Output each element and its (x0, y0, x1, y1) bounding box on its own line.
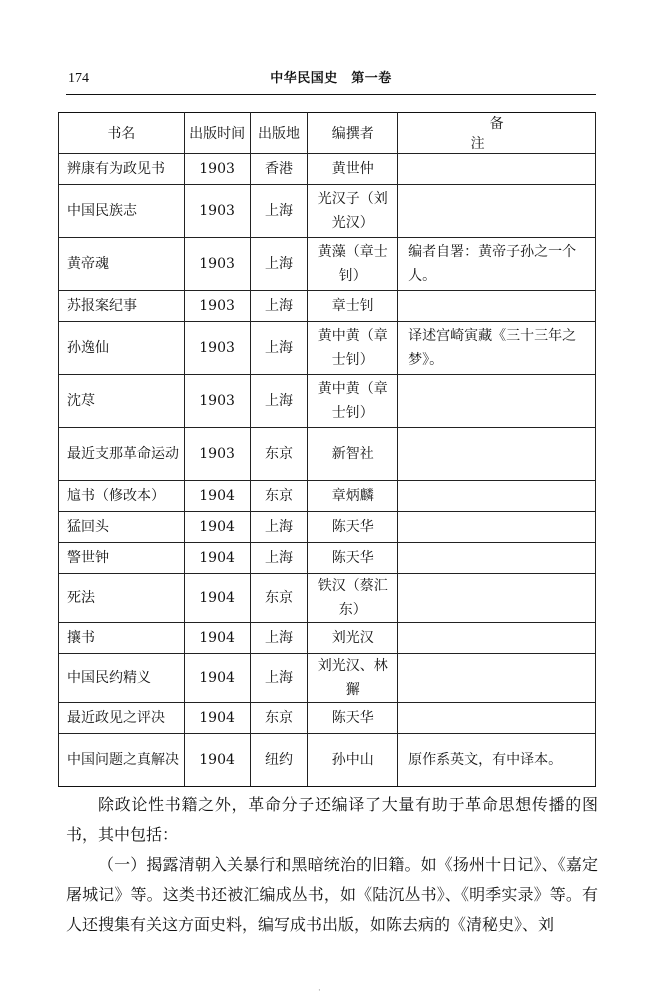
cell-place: 上海 (250, 512, 308, 543)
cell-title: 最近政见之评决 (59, 703, 185, 734)
column-header-author: 编撰者 (308, 113, 398, 154)
cell-author: 陈天华 (308, 512, 398, 543)
cell-place: 东京 (250, 481, 308, 512)
table-row (59, 654, 596, 703)
cell-year: 1903 (184, 154, 250, 185)
cell-year: 1904 (184, 574, 250, 623)
cell-note (398, 375, 596, 428)
page-number: 174 (68, 71, 89, 86)
cell-year: 1904 (184, 512, 250, 543)
cell-author: 陈天华 (308, 703, 398, 734)
publication-table (58, 112, 596, 787)
cell-year: 1904 (184, 654, 250, 703)
cell-place: 东京 (250, 703, 308, 734)
cell-place: 东京 (250, 574, 308, 623)
cell-author: 黄藻（章士钊） (308, 238, 398, 291)
cell-year: 1904 (184, 623, 250, 654)
cell-author: 黄中黄（章士钊） (308, 322, 398, 375)
cell-note: 原作系英文，有中译本。 (398, 734, 596, 787)
cell-year: 1904 (184, 734, 250, 787)
cell-note (398, 623, 596, 654)
cell-note (398, 154, 596, 185)
cell-note (398, 428, 596, 481)
page-mark: · (318, 986, 321, 996)
cell-title: 黄帝魂 (59, 238, 185, 291)
cell-author: 铁汉（蔡汇东） (308, 574, 398, 623)
column-header-year: 出版时间 (184, 113, 250, 154)
cell-year: 1903 (184, 322, 250, 375)
table-row (59, 734, 596, 787)
running-title: 中华民国史 第一卷 (270, 71, 392, 86)
cell-note (398, 703, 596, 734)
cell-title: 苏报案纪事 (59, 291, 185, 322)
cell-title: 最近支那革命运动 (59, 428, 185, 481)
cell-title: 中国民族志 (59, 185, 185, 238)
cell-note: 编者自署：黄帝子孙之一个人。 (398, 238, 596, 291)
cell-place: 上海 (250, 185, 308, 238)
cell-place: 上海 (250, 654, 308, 703)
cell-year: 1903 (184, 185, 250, 238)
table-row (59, 481, 596, 512)
table-row (59, 154, 596, 185)
table-row (59, 185, 596, 238)
body-text (66, 790, 598, 940)
column-header-title: 书名 (59, 113, 185, 154)
cell-year: 1903 (184, 238, 250, 291)
table-row (59, 543, 596, 574)
cell-author: 章士钊 (308, 291, 398, 322)
cell-place: 上海 (250, 291, 308, 322)
cell-title: 攘书 (59, 623, 185, 654)
cell-place: 上海 (250, 375, 308, 428)
cell-author: 章炳麟 (308, 481, 398, 512)
cell-title: 警世钟 (59, 543, 185, 574)
paragraph: 除政论性书籍之外，革命分子还编译了大量有助于革命思想传播的图书，其中包括： (66, 795, 598, 844)
table-row (59, 291, 596, 322)
cell-title: 死法 (59, 574, 185, 623)
cell-author: 光汉子（刘光汉） (308, 185, 398, 238)
cell-title: 猛回头 (59, 512, 185, 543)
cell-author: 孙中山 (308, 734, 398, 787)
cell-title: 訄书（修改本） (59, 481, 185, 512)
cell-year: 1904 (184, 703, 250, 734)
cell-year: 1904 (184, 481, 250, 512)
cell-title: 沈荩 (59, 375, 185, 428)
column-header-note: 备 注 (398, 113, 596, 154)
cell-author: 新智社 (308, 428, 398, 481)
table-row (59, 574, 596, 623)
cell-note (398, 574, 596, 623)
cell-note (398, 543, 596, 574)
cell-year: 1903 (184, 291, 250, 322)
cell-note (398, 654, 596, 703)
cell-year: 1904 (184, 543, 250, 574)
cell-note (398, 481, 596, 512)
table-row (59, 703, 596, 734)
cell-author: 黄中黄（章士钊） (308, 375, 398, 428)
cell-title: 辨康有为政见书 (59, 154, 185, 185)
cell-place: 香港 (250, 154, 308, 185)
table-header-row (59, 113, 596, 154)
cell-author: 黄世仲 (308, 154, 398, 185)
table-row (59, 322, 596, 375)
page-header (66, 68, 596, 90)
cell-note: 译述宫崎寅藏《三十三年之梦》。 (398, 322, 596, 375)
cell-title: 中国民约精义 (59, 654, 185, 703)
cell-place: 上海 (250, 623, 308, 654)
cell-place: 上海 (250, 322, 308, 375)
cell-place: 东京 (250, 428, 308, 481)
cell-place: 上海 (250, 238, 308, 291)
cell-place: 纽约 (250, 734, 308, 787)
cell-author: 刘光汉、林獬 (308, 654, 398, 703)
cell-author: 陈天华 (308, 543, 398, 574)
column-header-place: 出版地 (250, 113, 308, 154)
header-rule (66, 94, 596, 95)
cell-year: 1903 (184, 428, 250, 481)
table-row (59, 375, 596, 428)
cell-note (398, 512, 596, 543)
table-row (59, 428, 596, 481)
table-row (59, 512, 596, 543)
cell-title: 孙逸仙 (59, 322, 185, 375)
table-row (59, 238, 596, 291)
cell-title: 中国问题之真解决 (59, 734, 185, 787)
cell-author: 刘光汉 (308, 623, 398, 654)
cell-year: 1903 (184, 375, 250, 428)
cell-place: 上海 (250, 543, 308, 574)
table-row (59, 623, 596, 654)
paragraph: （一）揭露清朝入关暴行和黑暗统治的旧籍。如《扬州十日记》、《嘉定屠城记》等。这类书还被汇编成丛书，如《陆沉丛书》、《明季实录》等。有人还搜集有关这方面史料，编写成书出版，如陈去病的《清秘史》、刘 (66, 855, 598, 934)
cell-note (398, 291, 596, 322)
cell-note (398, 185, 596, 238)
